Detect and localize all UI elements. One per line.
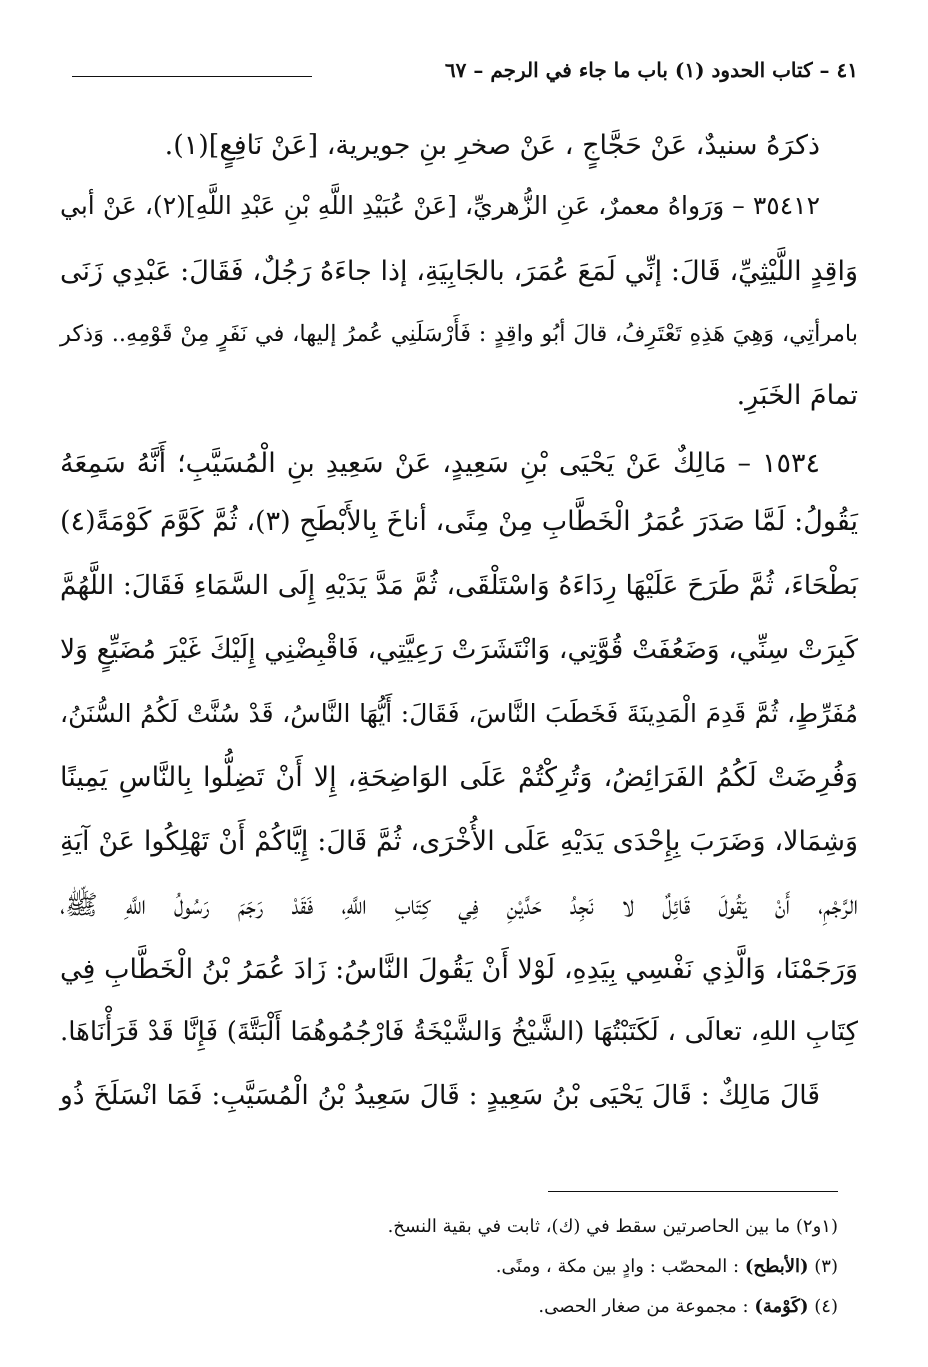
text-line: ٣٥٤١٢ – وَرَواهُ معمرٌ، عَنِ الزُّهريِّ، [عَنْ عُبَيْدِ اللَّهِ بْنِ عَبْدِ اللَّهِ](٢)، عَنْ أبي [60,191,821,220]
footnote-rule [548,1191,838,1192]
text-line: الرَّجْمِ، أَنْ يَقُولَ قَائِلٌ لا نَجِدُ حَدَّيْنِ فِي كِتَابِ اللَّهِ، فَقَدْ رَجَمَ رَسُولُ اللَّهِ ﷺ، [60,890,858,921]
text-line: بامرأتِي، وَهِيَ هَذِهِ تَعْتَرِفُ، قالَ أبُو واقِدٍ : فَأَرْسَلَنِي عُمرُ إليها، في نَفَرٍ مِنْ قَوْمِهِ.. وَذكر [60,321,858,347]
footnote-mark: (٤) [814,1296,838,1317]
running-header [445,52,858,88]
header-rule [72,76,312,77]
footnote-mark: (١و٢) [795,1216,838,1237]
footnote-term: (الأبطح) [744,1256,809,1277]
footnote [496,1254,838,1280]
footnote [538,1294,838,1320]
text-line: كِتَابِ اللهِ، تعالَى ، لَكَتَبْتُهَا (الشَّيْخُ وَالشَّيْخَةُ فَارْجُمُوهُمَا أَلْبَتَّةَ) فَإِنَّا قَدْ قَرَأْنَاهَا. [60,1017,858,1047]
text-line: وَفُرِضَتْ لَكُمُ الفَرَائِضُ، وَتُرِكْتُمْ عَلَى الوَاضِحَةِ، إِلا أَنْ تَضِلُّوا بِالنَّاسِ يَمِينًا [60,762,858,793]
footnote-mark: (٣) [814,1256,838,1277]
text-line: ذكرَهُ سنيدٌ، عَنْ حَجَّاجٍ ، عَنْ صخرِ بنِ جويرية، [عَنْ نَافِعٍ](١). [164,130,820,161]
text-line: مُفَرِّطٍ، ثُمَّ قَدِمَ الْمَدِينَةَ فَخَطَبَ النَّاسَ، فَقَالَ: أَيُّهَا النَّاسُ، قَدْ سُنَّتْ لَكُمُ السُّنَنُ، [60,699,858,728]
text-line: بَطْحَاءَ، ثُمَّ طَرَحَ عَلَيْهَا رِدَاءَهُ وَاسْتَلْقَى، ثُمَّ مَدَّ يَدَيْهِ إِلَى السَّمَاءِ فَقَالَ: اللَّهُمَّ [60,570,858,601]
text-line: وَرَجَمْنَا، وَالَّذِي نَفْسِي بِيَدِهِ، لَوْلا أَنْ يَقُولَ النَّاسُ: زَادَ عُمَرُ بْنُ الْخَطَّابِ فِي [60,954,858,985]
text-line: يَقُولُ: لَمَّا صَدَرَ عُمَرُ الْخَطَّابِ مِنْ مِنًى، أناخَ بِالأَبْطَحِ (٣)، ثُمَّ كَوَّمَ كَوْمَةً(٤) [60,506,858,537]
header-title: ٤١ – كتاب الحدود (١) باب ما جاء في الرجم – ٦٧ [444,58,858,82]
footnote-text: : مجموعة من صغار الحصى. [538,1296,749,1317]
footnote-text: : المحصّب : وادٍ بين مكة ، ومنًى. [495,1256,740,1277]
footnote-term: (كَوْمة) [754,1296,809,1317]
footnote [388,1214,838,1240]
footnote-text: ما بين الحاصرتين سقط في (ك)، ثابت في بقية النسخ. [387,1216,791,1237]
text-line: قَالَ مَالِكٌ : قَالَ يَحْيَى بْنُ سَعِيدٍ : قَالَ سَعِيدُ بْنُ الْمُسَيَّبِ: فَمَا انْسَلَخَ ذُو [60,1080,820,1111]
text-line: تمامَ الخَبَرِ. [736,380,858,411]
text-line: كَبِرَتْ سِنِّي، وَضَعُفَتْ قُوَّتِي، وَانْتَشَرَتْ رَعِيَّتِي، فَاقْبِضْنِي إِلَيْكَ غَيْرَ مُضَيِّعٍ وَلا [60,634,858,665]
text-line: وَاقِدٍ اللَّيْثِيِّ، قَالَ: إنِّي لَمَعَ عُمَرَ، بالجَابِيَةِ، إذا جاءَهُ رَجُلٌ، فَقَالَ: عَبْدِي زَنَى [60,256,858,287]
text-line: وَشِمَالا، وَضَرَبَ بِإِحْدَى يَدَيْهِ عَلَى الأُخْرَى، ثُمَّ قَالَ: إِيَّاكُمْ أَنْ تَهْلِكُوا عَنْ آيَةِ [60,826,858,857]
hadith-number-line: ١٥٣٤ – مَالِكٌ عَنْ يَحْيَى بْنِ سَعِيدٍ، عَنْ سَعِيدِ بنِ الْمُسَيَّبِ؛ أَنَّهُ سَمِعَهُ [60,448,820,479]
